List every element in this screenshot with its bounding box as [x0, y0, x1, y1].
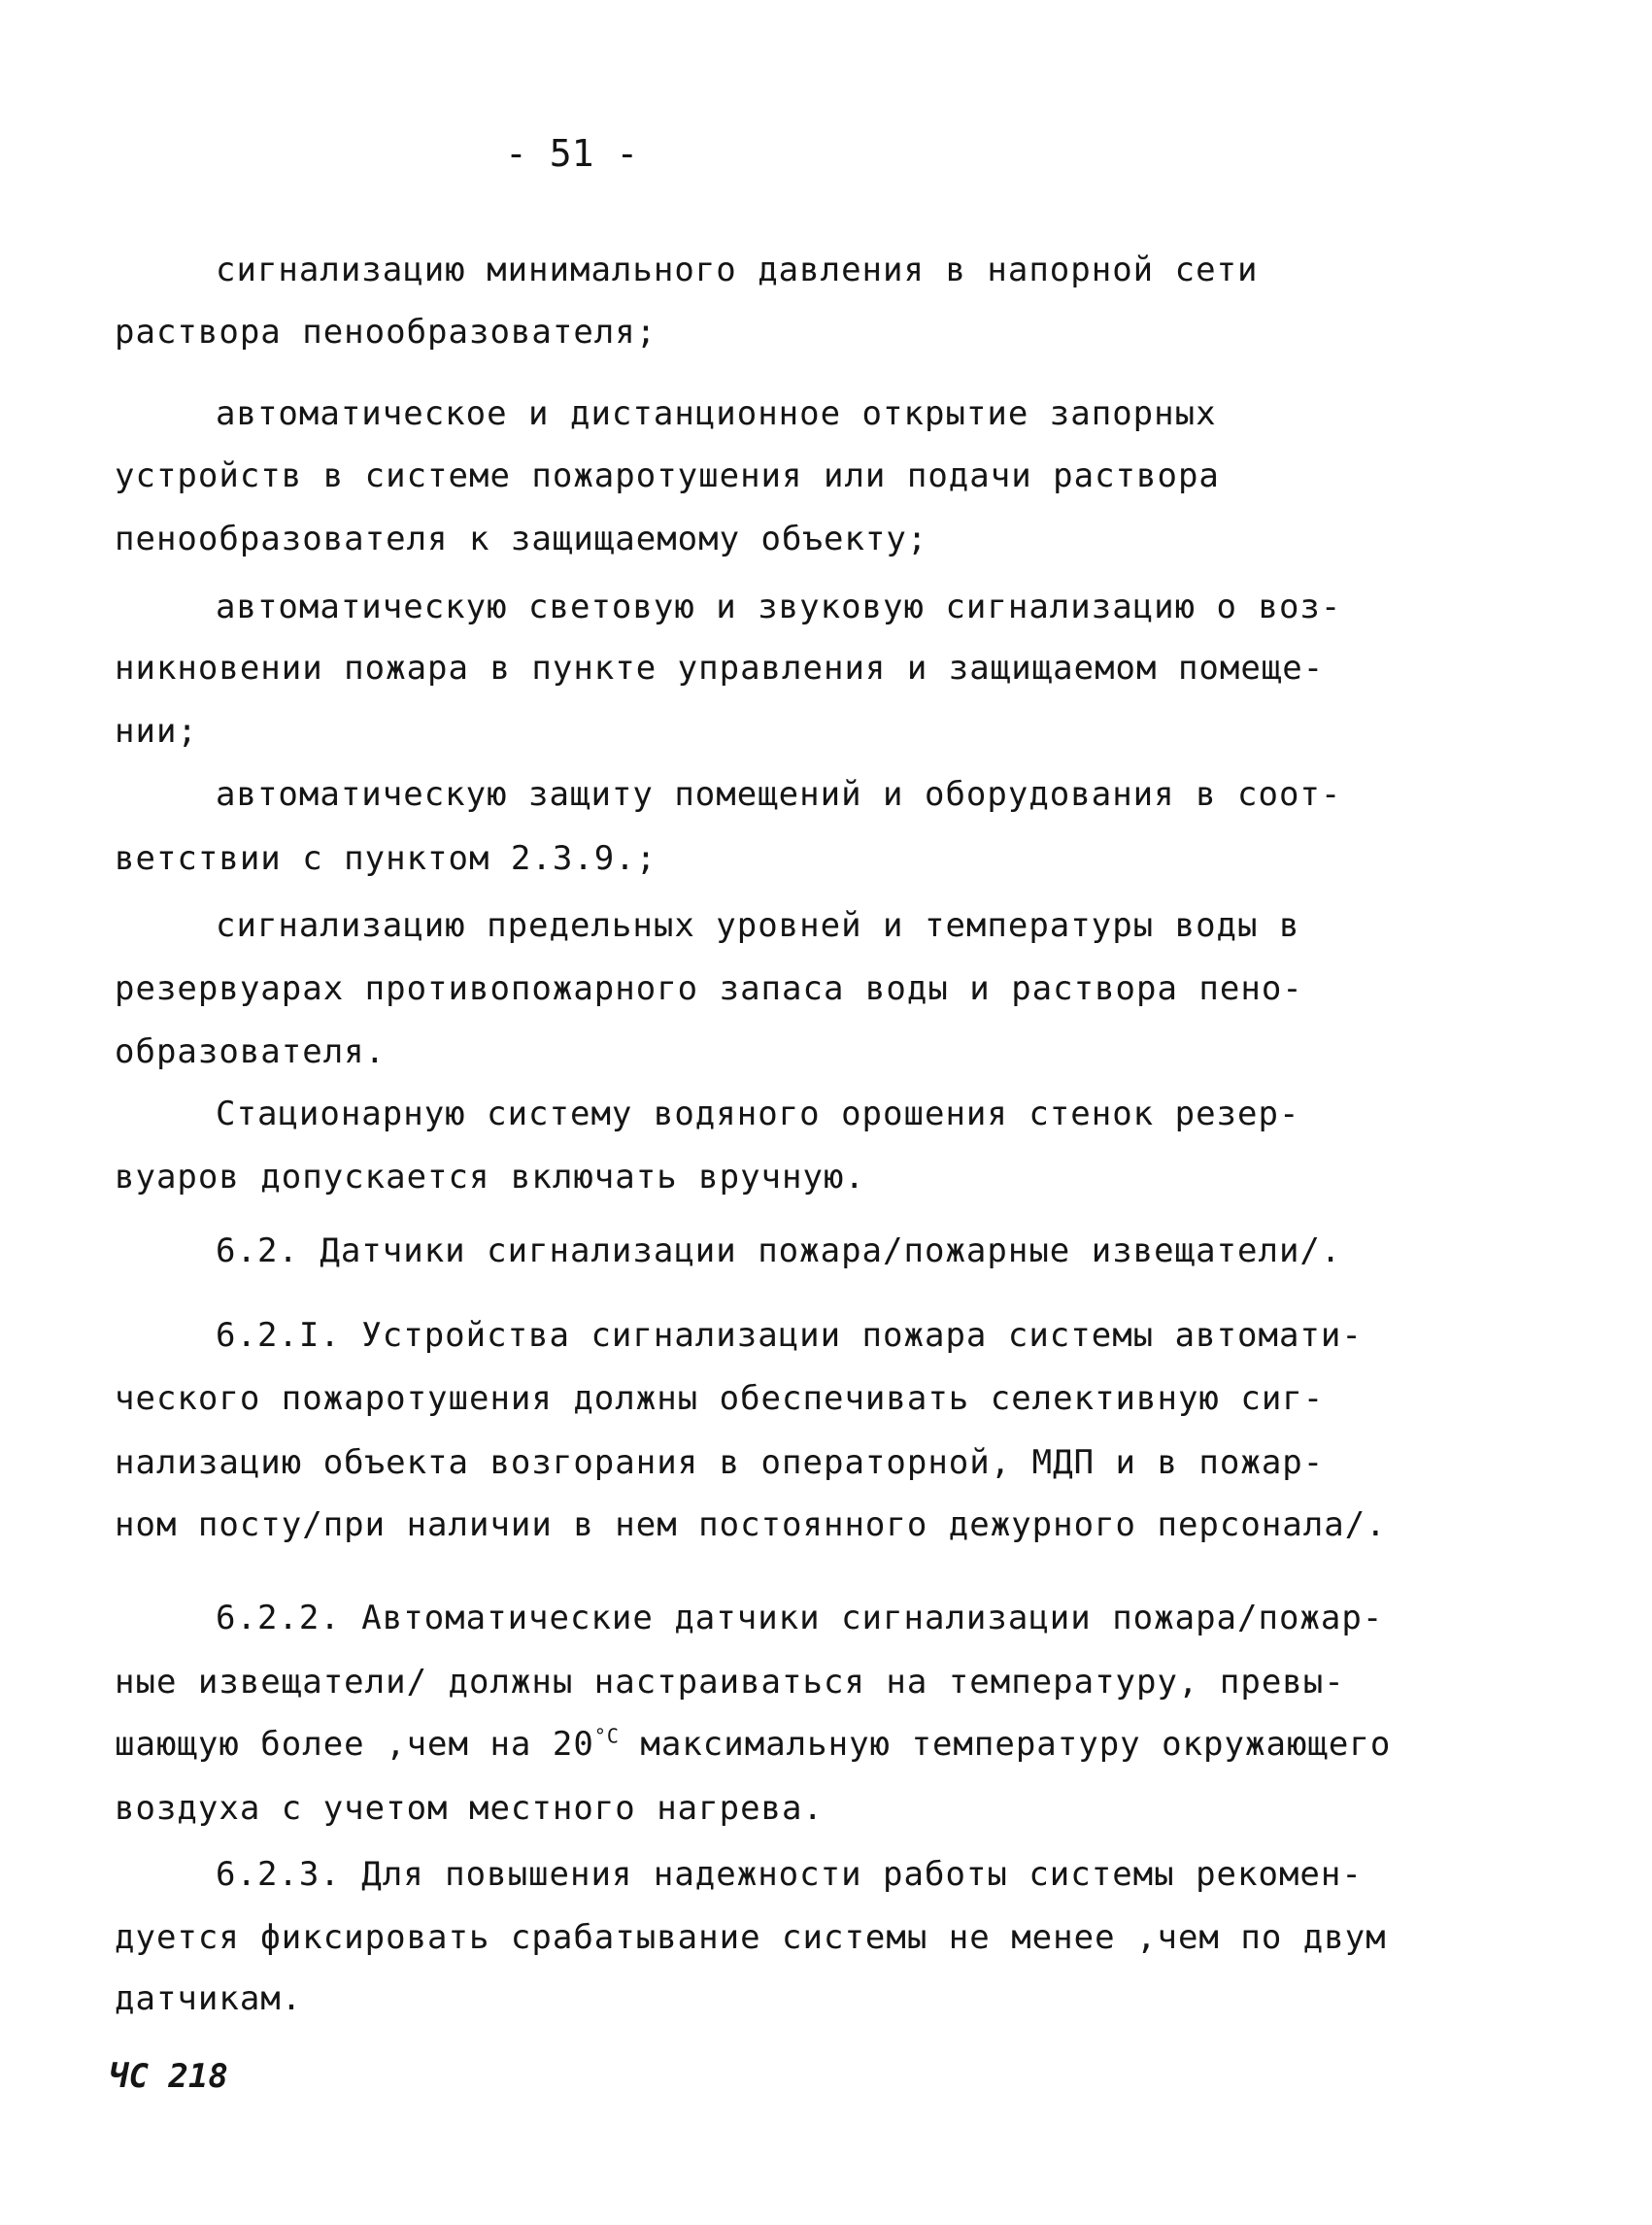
text-line-23-start: шающую более ,чем на 20 [115, 1725, 594, 1764]
text-line-15: вуаров допускается включать вручную. [115, 1158, 865, 1197]
page-number: - 51 - [505, 132, 639, 175]
text-line-6: автоматическую световую и звуковую сигнализацию о воз- [216, 588, 1342, 626]
text-line-9: автоматическую защиту помещений и оборудования в соот- [216, 775, 1342, 814]
text-line-5: пенообразователя к защищаемому объекту; [115, 520, 928, 558]
text-line-18: ческого пожаротушения должны обеспечивать селективную сиг- [115, 1379, 1325, 1418]
text-line-23-end: максимальную температуру окружающего [619, 1725, 1392, 1764]
text-line-10: ветствии с пунктом 2.3.9.; [115, 839, 657, 878]
text-line-2: раствора пенообразователя; [115, 313, 657, 352]
section-heading-6-2: 6.2. Датчики сигнализации пожара/пожарные извещатели/. [216, 1231, 1342, 1270]
text-line-3: автоматическое и дистанционное открытие запорных [216, 394, 1217, 433]
text-line-4: устройств в системе пожаротушения или подачи раствора [115, 456, 1220, 495]
text-line-7: никновении пожара в пункте управления и защищаемом помеще- [115, 649, 1325, 688]
text-line-19: нализацию объекта возгорания в операторной, МДП и в пожар- [115, 1443, 1325, 1482]
text-line-26: дуется фиксировать срабатывание системы не менее ,чем по двум [115, 1918, 1387, 1957]
text-line-1: сигнализацию минимального давления в напорной сети [216, 251, 1259, 289]
text-line-13: образователя. [115, 1032, 387, 1071]
footer-code: ЧС 218 [109, 2057, 228, 2096]
text-line-21: 6.2.2. Автоматические датчики сигнализации пожара/пожар- [216, 1599, 1384, 1637]
text-line-11: сигнализацию предельных уровней и температуры воды в [216, 906, 1300, 945]
text-line-14: Стационарную систему водяного орошения стенок резер- [216, 1095, 1300, 1133]
text-line-22: ные извещатели/ должны настраиваться на температуру, превы- [115, 1663, 1345, 1702]
text-line-25: 6.2.3. Для повышения надежности работы системы рекомен- [216, 1855, 1363, 1894]
text-line-17: 6.2.I. Устройства сигнализации пожара системы автомати- [216, 1316, 1363, 1355]
degree-celsius: °С [593, 1724, 620, 1748]
text-line-8: нии; [115, 712, 198, 751]
text-line-20: ном посту/при наличии в нем постоянного дежурного персонала/. [115, 1505, 1387, 1544]
text-line-12: резервуарах противопожарного запаса воды и раствора пено- [115, 969, 1303, 1008]
text-line-27: датчикам. [115, 1979, 303, 2018]
text-line-23 [115, 1725, 1391, 1764]
text-line-24: воздуха с учетом местного нагрева. [115, 1789, 824, 1828]
